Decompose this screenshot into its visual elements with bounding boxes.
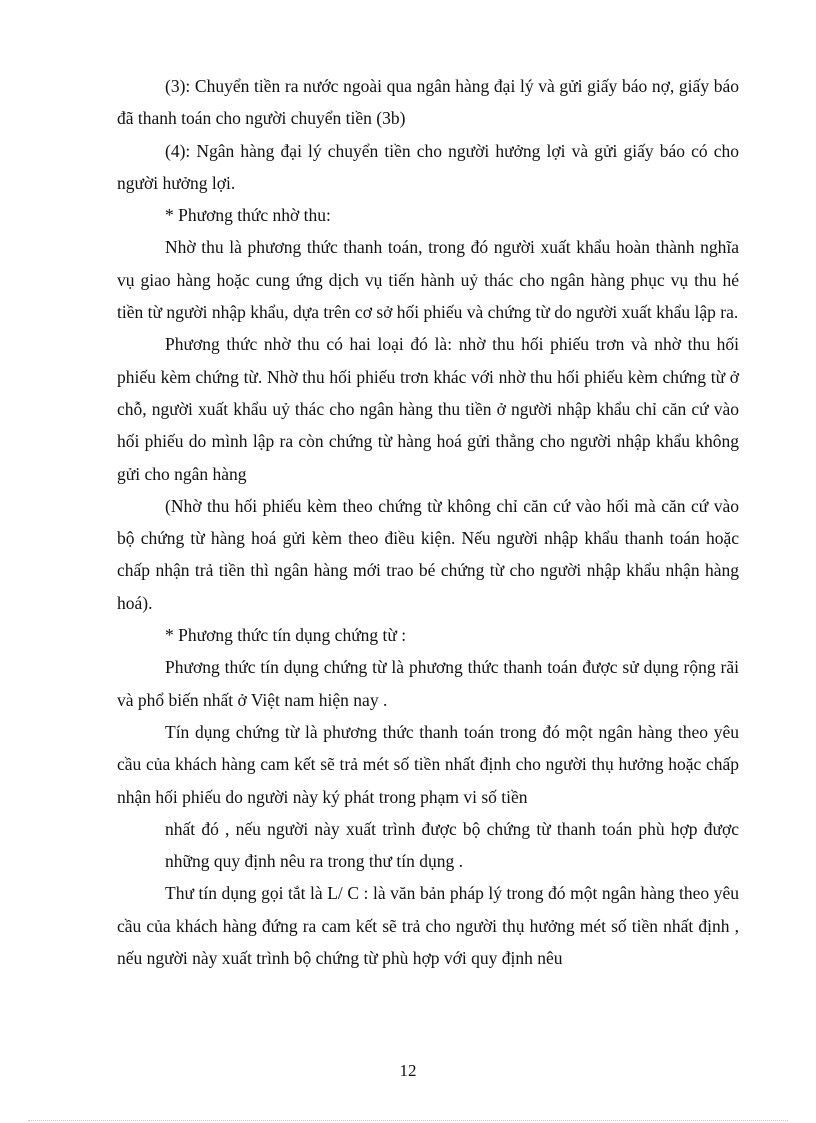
page-bottom-divider [28, 1120, 788, 1121]
paragraph-remittance-step-3: (3): Chuyển tiền ra nước ngoài qua ngân hàng đại lý và gửi giấy báo nợ, giấy báo đã thanh toán cho người chuyển tiền (3b) [117, 76, 739, 129]
document-body [117, 70, 739, 974]
paragraph-documentary-credit-continued: nhất đó , nếu người này xuất trình được bộ chứng từ thanh toán phù hợp được những quy định nêu ra trong thư tín dụng . [165, 818, 739, 872]
paragraph-collection-definition: Nhờ thu là phương thức thanh toán, trong đó người xuất khẩu hoàn thành nghĩa vụ giao hàng hoặc cung ứng dịch vụ tiến hành uỷ thác cho ngân hàng phục vụ thu hé tiền từ người nhập khẩu, dựa trên cơ sở hối phiếu và chứng từ do người xuất khẩu lập ra. [117, 237, 739, 323]
heading-documentary-credit-method: * Phương thức tín dụng chứng từ : [165, 625, 407, 646]
paragraph-documentary-collection: (Nhờ thu hối phiếu kèm theo chứng từ không chỉ căn cứ vào hối mà căn cứ vào bộ chứng từ hàng hoá gửi kèm theo điều kiện. Nếu người nhập khẩu thanh toán hoặc chấp nhận trả tiền thì ngân hàng mới trao bé chứng từ cho người nhập khẩu nhận hàng hoá). [117, 495, 739, 613]
paragraph-remittance-step-4: (4): Ngân hàng đại lý chuyển tiền cho người hưởng lợi và gửi giấy báo có cho người hưởng lợi. [117, 140, 739, 193]
paragraph-documentary-credit-usage: Phương thức tín dụng chứng từ là phương thức thanh toán được sử dụng rộng rãi và phổ biến nhất ở Việt nam hiện nay . [117, 657, 739, 710]
paragraph-letter-of-credit: Thư tín dụng gọi tắt là L/ C : là văn bản pháp lý trong đó một ngân hàng theo yêu cầu của khách hàng đứng ra cam kết sẽ trả cho người thụ hưởng mét số tiền nhất định , nếu người này xuất trình bộ chứng từ phù hợp với quy định nêu [117, 883, 739, 969]
paragraph-documentary-credit-definition: Tín dụng chứng từ là phương thức thanh toán trong đó một ngân hàng theo yêu cầu của khách hàng cam kết sẽ trả mét số tiền nhất định cho người thụ hưởng hoặc chấp nhận hối phiếu do người này ký phát trong phạm vi số tiền [117, 721, 739, 807]
heading-collection-method: * Phương thức nhờ thu: [165, 205, 331, 226]
page-number: 12 [399, 1061, 417, 1080]
paragraph-collection-types: Phương thức nhờ thu có hai loại đó là: nhờ thu hối phiếu trơn và nhờ thu hối phiếu kèm chứng từ. Nhờ thu hối phiếu trơn khác với nhờ thu hối phiếu kèm chứng từ ở chỗ, người xuất khẩu uỷ thác cho ngân hàng thu tiền ở người nhập khẩu chỉ căn cứ vào hối phiếu do mình lập ra còn chứng từ hàng hoá gửi thẳng cho người nhập khẩu không gửi cho ngân hàng [117, 334, 739, 484]
